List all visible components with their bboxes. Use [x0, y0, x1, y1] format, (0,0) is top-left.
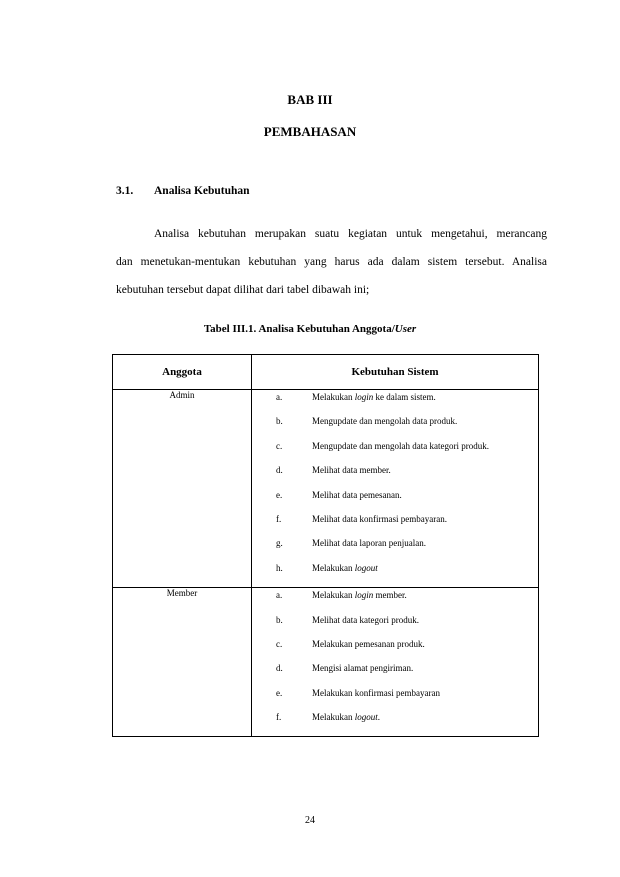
requirement-list: [252, 390, 538, 587]
paragraph-line: kebutuhan tersebut dapat dilihat dari tabel dibawah ini;: [116, 284, 370, 296]
item-text-pre: Mengupdate dan mengolah data produk.: [312, 416, 458, 427]
item-letter: e.: [276, 489, 283, 500]
item-letter: a.: [276, 590, 283, 601]
item-text: [306, 465, 391, 475]
item-text-pre: Mengupdate dan mengolah data kategori produk.: [312, 440, 489, 451]
item-text-pre: Melakukan: [312, 712, 355, 723]
item-text-pre: Melakukan: [312, 562, 355, 573]
list-item: [252, 416, 538, 440]
item-text-post: ke dalam sistem.: [373, 392, 436, 402]
item-text: [306, 538, 426, 548]
list-item: [252, 441, 538, 465]
item-text: [306, 416, 457, 426]
item-text-em: logout: [354, 562, 378, 573]
requirements-cell: [252, 390, 539, 588]
list-item: [252, 538, 538, 562]
requirements-cell: [252, 588, 539, 737]
list-item: [252, 563, 538, 587]
item-letter: b.: [276, 614, 283, 625]
member-cell: Admin: [113, 390, 252, 588]
table-row: [113, 390, 539, 588]
paragraph-line: dan menetukan-mentukan kebutuhan yang harus ada dalam sistem tersebut. Analisa: [116, 256, 547, 268]
table-header-row: [113, 355, 539, 390]
item-text: [306, 563, 378, 573]
requirement-list: [252, 588, 538, 736]
list-item: [252, 465, 538, 489]
header-anggota: Anggota: [113, 355, 252, 390]
item-letter: d.: [276, 465, 283, 476]
item-letter: f.: [276, 513, 282, 524]
list-item: [252, 688, 538, 712]
item-text: [306, 514, 447, 524]
item-letter: d.: [276, 663, 283, 674]
item-text-post: .: [377, 712, 381, 723]
list-item: [252, 514, 538, 538]
item-letter: b.: [276, 416, 283, 427]
caption-italic: User: [394, 323, 417, 335]
item-text-pre: Melihat data laporan penjualan.: [312, 538, 426, 549]
item-text: [306, 639, 425, 649]
chapter-number: BAB III: [287, 92, 333, 107]
page-number: 24: [305, 815, 315, 826]
item-text-post: member.: [373, 590, 407, 601]
header-kebutuhan: Kebutuhan Sistem: [252, 355, 539, 390]
item-text: [306, 688, 440, 698]
list-item: [252, 639, 538, 663]
table-caption: [0, 323, 620, 335]
item-text: [306, 490, 402, 500]
item-text-em: login: [354, 590, 374, 601]
item-text-pre: Melihat data pemesanan.: [312, 489, 402, 500]
item-text-pre: Melihat data member.: [312, 465, 391, 476]
item-text: [306, 392, 436, 402]
chapter-title: PEMBAHASAN: [263, 124, 357, 139]
requirements-table: [112, 354, 539, 737]
item-letter: c.: [276, 440, 283, 451]
body-paragraph: [116, 220, 547, 304]
item-text: [306, 712, 380, 722]
item-text-pre: Melakukan konfirmasi pembayaran: [312, 687, 440, 698]
section-number: 3.1.: [116, 185, 134, 197]
item-text: [306, 590, 407, 600]
table-row: [113, 588, 539, 737]
section-title: Analisa Kebutuhan: [154, 185, 250, 197]
item-letter: a.: [276, 392, 283, 402]
item-text-pre: Melihat data kategori produk.: [312, 614, 419, 625]
item-text-pre: Melihat data konfirmasi pembayaran.: [312, 513, 447, 524]
item-letter: c.: [276, 638, 283, 649]
item-text: [306, 663, 413, 673]
paragraph-line: Analisa kebutuhan merupakan suatu kegiatan untuk mengetahui, merancang: [154, 228, 547, 240]
item-letter: e.: [276, 687, 283, 698]
list-item: [252, 615, 538, 639]
list-item: [252, 663, 538, 687]
member-cell: Member: [113, 588, 252, 737]
item-text-pre: Melakukan: [312, 590, 355, 601]
item-text-em: logout: [354, 712, 378, 723]
caption-text: Tabel III.1. Analisa Kebutuhan Anggota/: [203, 323, 395, 335]
list-item: [252, 588, 538, 614]
item-text: [306, 441, 489, 451]
list-item: [252, 390, 538, 416]
list-item: [252, 490, 538, 514]
item-text: [306, 615, 419, 625]
item-letter: g.: [276, 538, 283, 549]
item-text-em: login: [354, 392, 374, 402]
item-letter: h.: [276, 562, 283, 573]
list-item: [252, 712, 538, 736]
item-text-pre: Mengisi alamat pengiriman.: [312, 663, 414, 674]
item-text-pre: Melakukan pemesanan produk.: [312, 638, 425, 649]
item-letter: f.: [276, 712, 282, 723]
item-text-pre: Melakukan: [312, 392, 355, 402]
